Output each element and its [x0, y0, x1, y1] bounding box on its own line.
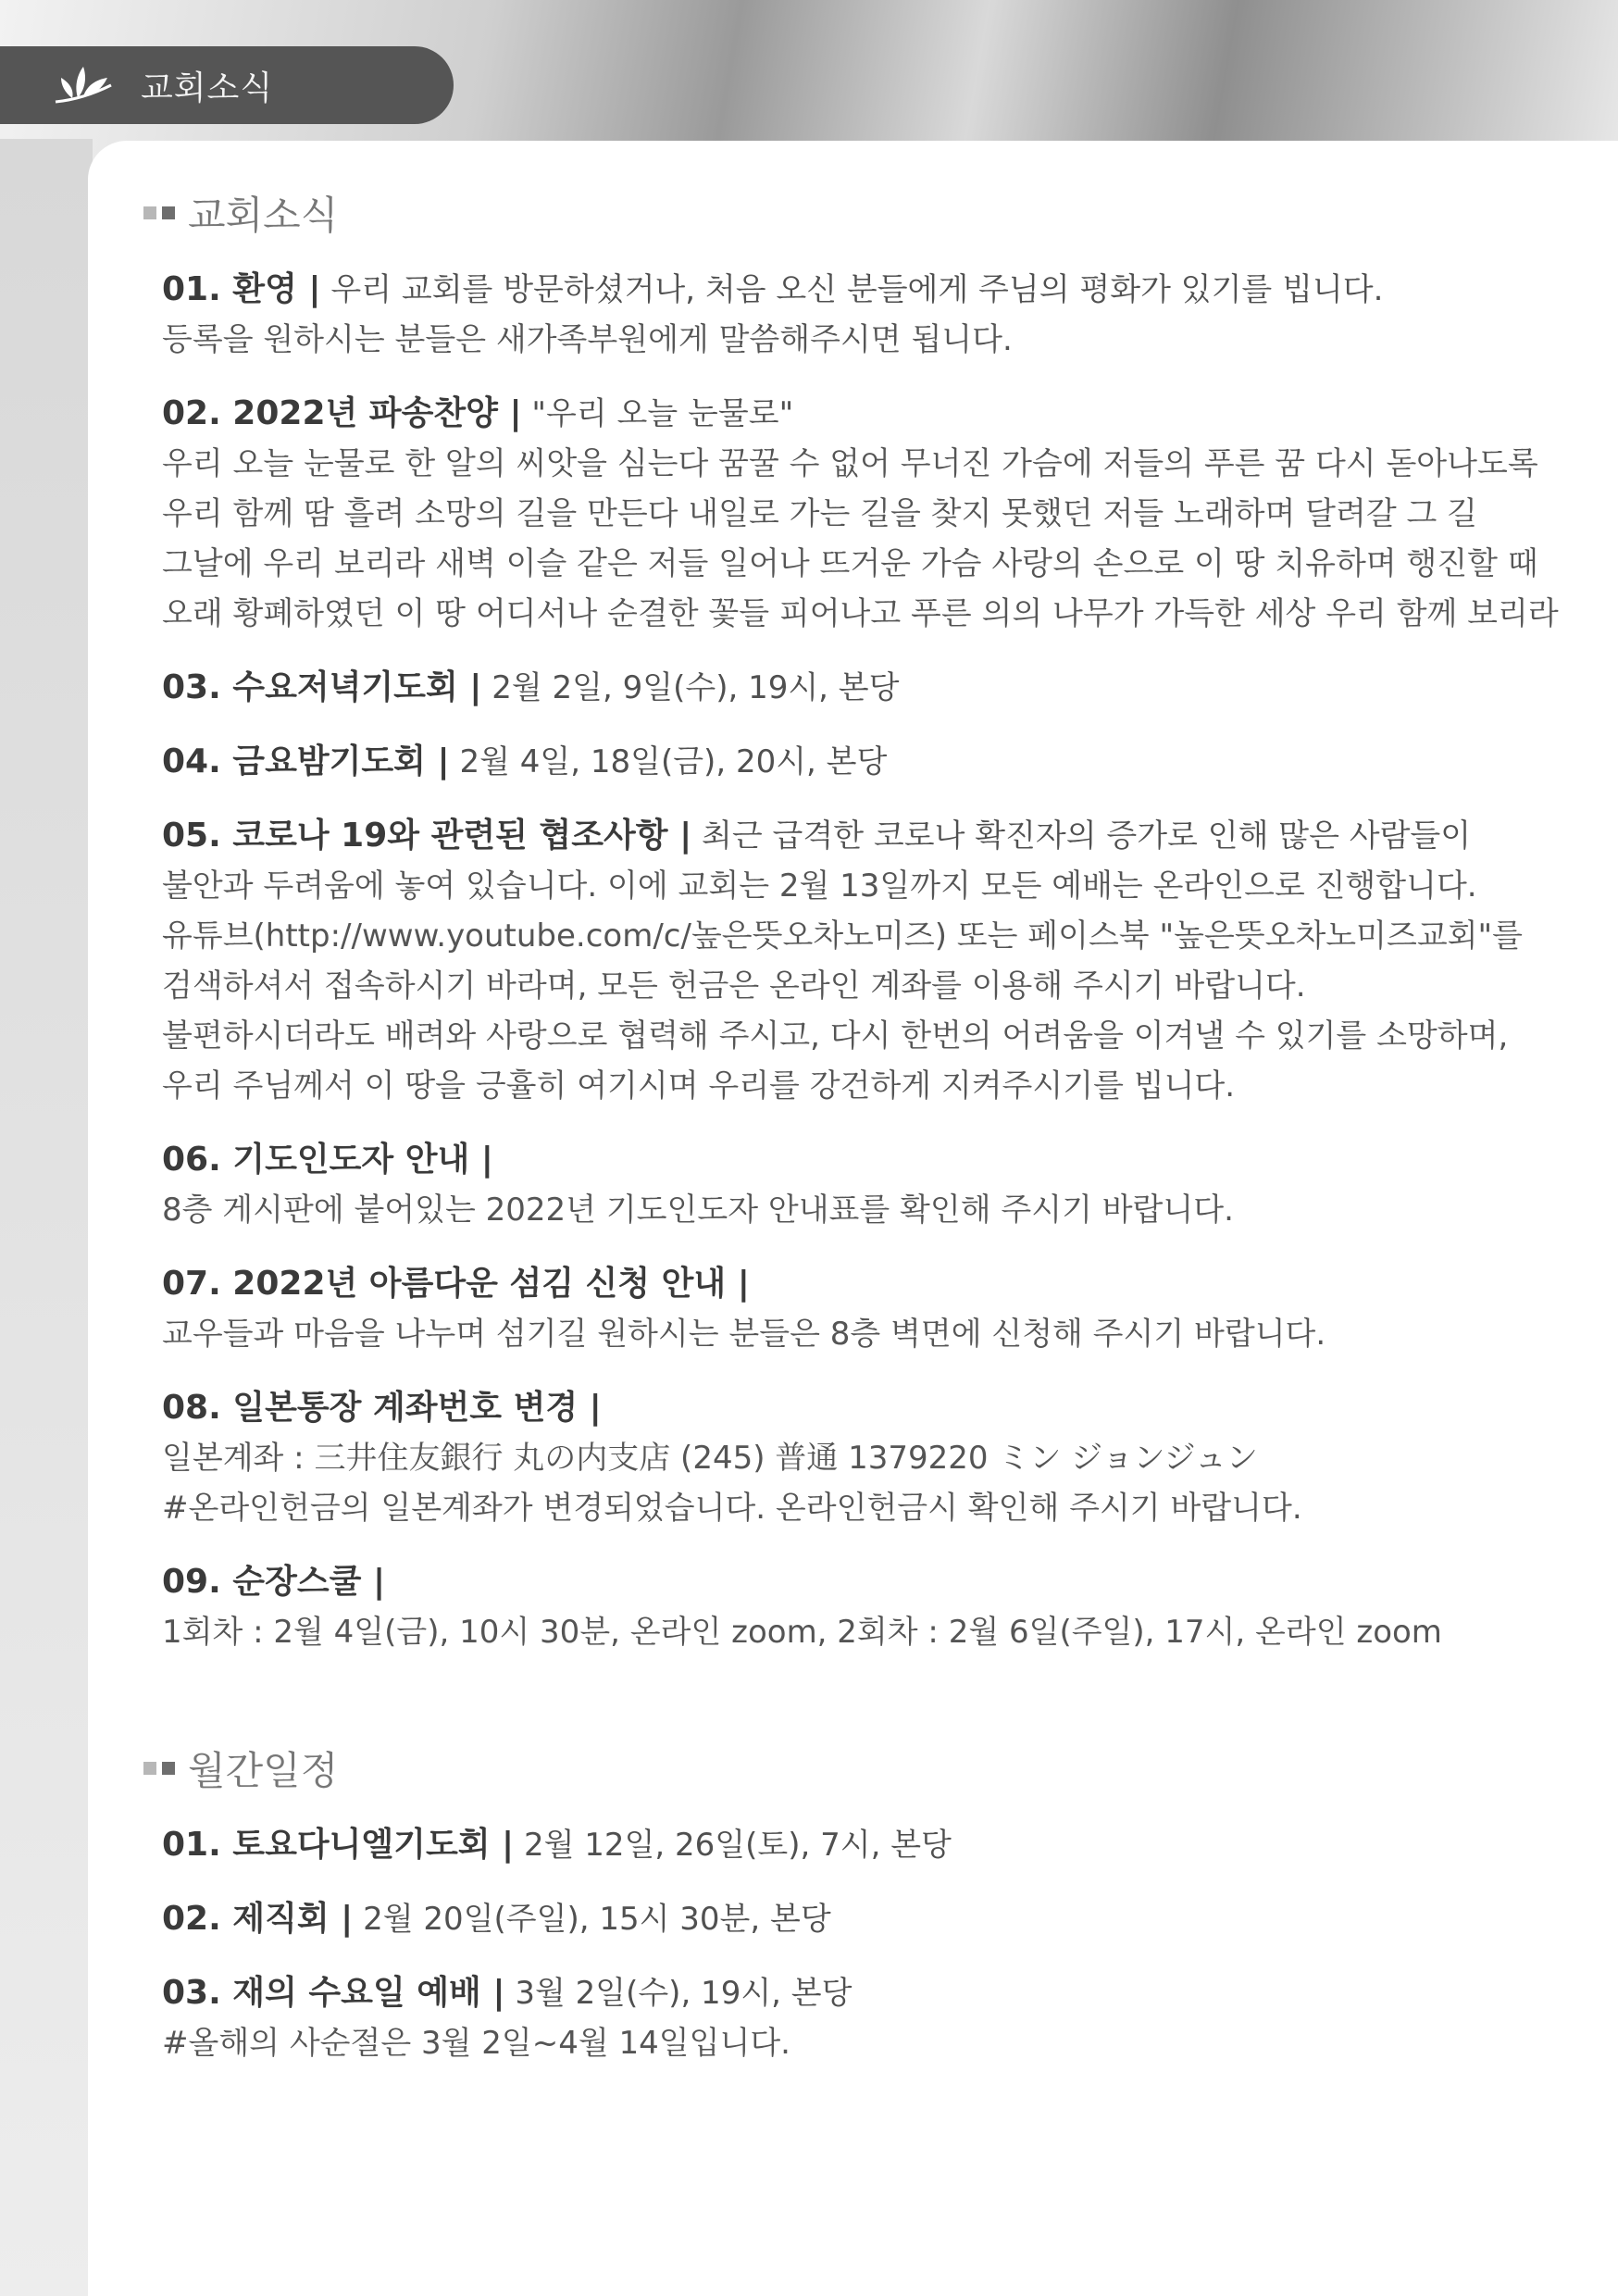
news-item [162, 1820, 1504, 1870]
item-head [162, 1894, 1504, 1944]
news-item [162, 389, 1559, 639]
leaf-logo-icon [46, 57, 120, 113]
news-item [162, 1894, 1504, 1944]
item-line: 8층 게시판에 붙어있는 2022년 기도인도자 안내표를 확인해 주시기 바랍니다. [162, 1192, 1234, 1229]
item-line: 우리 주님께서 이 땅을 긍휼히 여기시며 우리를 강건하게 지켜주시기를 빕니다. [162, 1067, 1236, 1104]
schedule-section-title-text: 월간일정 [188, 1748, 339, 1793]
item-line: 검색하셔서 접속하시기 바라며, 모든 헌금은 온라인 계좌를 이용해 주시기 바랍니다. [162, 967, 1306, 1004]
item-line: 불편하시더라도 배려와 사랑으로 협력해 주시고, 다시 한번의 어려움을 이겨낼 수 있기를 소망하며, [162, 1017, 1509, 1054]
item-text: 최근 급격한 코로나 확진자의 증가로 인해 많은 사람들이 [702, 817, 1472, 855]
news-list [162, 265, 1559, 1657]
item-head [162, 1557, 1504, 1607]
item-head [162, 389, 1504, 439]
item-line: 등록을 원하시는 분들은 새가족부원에게 말씀해주시면 됩니다. [162, 321, 1013, 358]
item-line: 우리 오늘 눈물로 한 알의 씨앗을 심는다 꿈꿀 수 없어 무너진 가슴에 저들의 푸른 꿈 다시 돋아나도록 [162, 445, 1538, 482]
item-label: 07. 2022년 아름다운 섬김 신청 안내 | [162, 1265, 750, 1303]
item-head [162, 1968, 1504, 2018]
item-label: 09. 순장스쿨 | [162, 1563, 386, 1601]
item-text: 2월 20일(주일), 15시 30분, 본당 [363, 1901, 831, 1938]
news-item [162, 1259, 1504, 1359]
news-item [162, 1383, 1504, 1533]
schedule-list [162, 1820, 1504, 2068]
news-item [162, 811, 1524, 1111]
item-label: 02. 2022년 파송찬양 | [162, 394, 522, 432]
item-line: 우리 함께 땀 흘려 소망의 길을 만든다 내일로 가는 길을 찾지 못했던 저들 노래하며 달려갈 그 길 [162, 495, 1477, 532]
content [162, 185, 1559, 2068]
item-head [162, 1383, 1504, 1433]
news-item [162, 1135, 1504, 1235]
item-label: 08. 일본통장 계좌번호 변경 | [162, 1389, 602, 1427]
item-head [162, 265, 1504, 315]
news-item [162, 1557, 1504, 1657]
item-head [162, 1135, 1504, 1185]
bullet-square-icon [162, 1762, 175, 1775]
item-line: 일본계좌 : 三井住友銀行 丸の内支店 (245) 普通 1379220 ミン ジョンジュン [162, 1440, 1258, 1477]
news-item [162, 265, 1504, 365]
item-text: 3월 2일(수), 19시, 본당 [515, 1975, 853, 2012]
item-label: 01. 환영 | [162, 270, 321, 308]
item-text: 우리 교회를 방문하셨거나, 처음 오신 분들에게 주님의 평화가 있기를 빕니다. [330, 271, 1384, 308]
item-label: 02. 제직회 | [162, 1900, 354, 1938]
item-head [162, 737, 1504, 787]
schedule-section-title [162, 1741, 1504, 1796]
item-line: 교우들과 마음을 나누며 섬기길 원하시는 분들은 8층 벽면에 신청해 주시기 바랍니다. [162, 1316, 1326, 1353]
item-label: 03. 수요저녁기도회 | [162, 668, 482, 706]
item-line: 유튜브(http://www.youtube.com/c/높은뜻오차노미즈) 또는 페이스북 "높은뜻오차노미즈교회"를 [162, 917, 1524, 955]
item-label: 01. 토요다니엘기도회 | [162, 1826, 515, 1864]
item-head [162, 811, 1504, 861]
item-line: #올해의 사순절은 3월 2일~4월 14일입니다. [162, 2025, 790, 2062]
bullet-square-icon [143, 206, 156, 219]
item-line: #온라인헌금의 일본계좌가 변경되었습니다. 온라인헌금시 확인해 주시기 바랍니다. [162, 1490, 1302, 1527]
news-section-title [162, 185, 1504, 241]
item-label: 06. 기도인도자 안내 | [162, 1141, 493, 1179]
item-label: 05. 코로나 19와 관련된 협조사항 | [162, 817, 692, 855]
item-label: 03. 재의 수요일 예배 | [162, 1974, 505, 2012]
item-text: 2월 12일, 26일(토), 7시, 본당 [524, 1827, 952, 1864]
item-text: "우리 오늘 눈물로" [531, 395, 794, 432]
item-head [162, 663, 1504, 713]
section-tab [0, 46, 454, 124]
item-head [162, 1259, 1504, 1309]
news-item [162, 737, 1504, 787]
news-item [162, 1968, 1504, 2068]
item-line: 오래 황폐하였던 이 땅 어디서나 순결한 꽃들 피어나고 푸른 의의 나무가 가득한 세상 우리 함께 보리라 [162, 595, 1559, 632]
item-label: 04. 금요밤기도회 | [162, 742, 450, 780]
left-margin-background [0, 139, 93, 2296]
bullet-square-icon [143, 1762, 156, 1775]
news-item [162, 663, 1504, 713]
item-line: 불안과 두려움에 놓여 있습니다. 이에 교회는 2월 13일까지 모든 예배는 온라인으로 진행합니다. [162, 867, 1477, 905]
news-section-title-text: 교회소식 [188, 193, 339, 238]
item-line: 그날에 우리 보리라 새벽 이슬 같은 저들 일어나 뜨거운 가슴 사랑의 손으로 이 땅 치유하며 행진할 때 [162, 545, 1538, 582]
item-head [162, 1820, 1504, 1870]
tab-title: 교회소식 [141, 69, 274, 107]
item-text: 2월 4일, 18일(금), 20시, 본당 [459, 743, 888, 780]
item-text: 2월 2일, 9일(수), 19시, 본당 [492, 669, 900, 706]
item-line: 1회차 : 2월 4일(금), 10시 30분, 온라인 zoom, 2회차 : 2월 6일(주일), 17시, 온라인 zoom [162, 1614, 1442, 1651]
bullet-square-icon [162, 206, 175, 219]
